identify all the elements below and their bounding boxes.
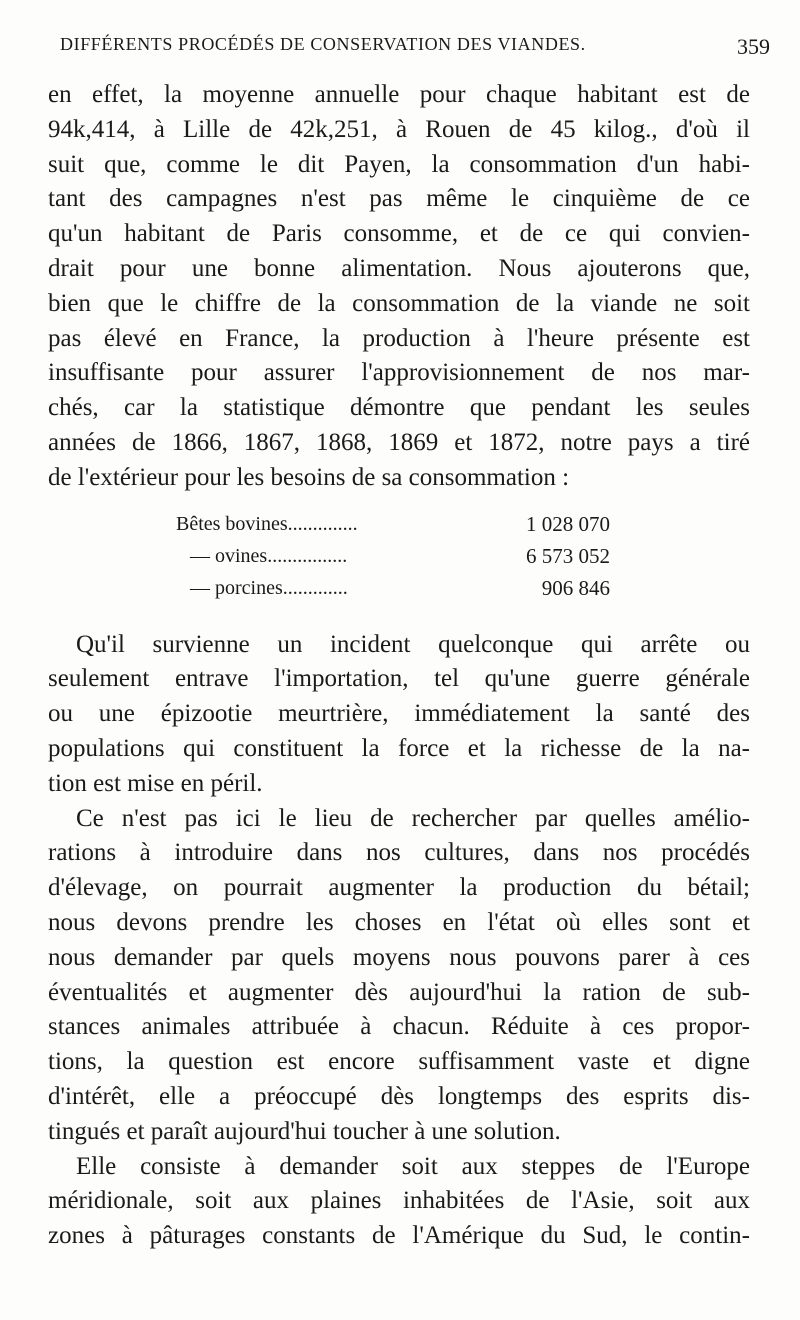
table-label: — porcines............. [190, 576, 348, 599]
text-line: de l'extérieur pour les besoins de sa consommation : [48, 463, 570, 491]
text-line: 94k,414, à Lille de 42k,251, à Rouen de 45 kilog., d'où il [48, 115, 750, 143]
text-line: insuffisante pour assurer l'approvisionnement de nos mar- [48, 359, 750, 387]
paragraph-2 [48, 628, 750, 802]
text-line: tant des campagnes n'est pas même le cinquième de ce [48, 185, 750, 213]
table-value: 6 573 052 [526, 543, 610, 568]
text-line: bien que le chiffre de la consommation de la viande ne soit [48, 289, 750, 317]
running-title: DIFFÉRENTS PROCÉDÉS DE CONSERVATION DES VIANDES. [60, 34, 586, 54]
text-line: zones à pâturages constants de l'Amérique du Sud, le contin- [48, 1222, 750, 1250]
paragraph-1 [48, 78, 750, 496]
text-line: méridionale, soit aux plaines inhabitées de l'Asie, soit aux [48, 1187, 750, 1215]
page-number: 359 [737, 34, 770, 59]
text-line: tions, la question est encore suffisamment vaste et digne [48, 1048, 750, 1076]
table-value: 1 028 070 [526, 511, 610, 536]
paragraph-3 [48, 802, 750, 1150]
text-line: éventualités et augmenter dès aujourd'hui la ration de sub- [48, 978, 750, 1006]
text-line: nous demander par quels moyens nous pouvons parer à ces [48, 943, 750, 971]
text-line: nous devons prendre les choses en l'état où elles sont et [48, 908, 750, 936]
body-text [48, 78, 750, 1254]
text-line: tingués et paraît aujourd'hui toucher à une solution. [48, 1117, 561, 1145]
text-line: pas élevé en France, la production à l'heure présente est [48, 324, 750, 352]
text-line: suit que, comme le dit Payen, la consommation d'un habi- [48, 150, 750, 178]
running-head [60, 34, 770, 59]
text-line: Elle consiste à demander soit aux steppes de l'Europe [76, 1152, 750, 1180]
text-line: populations qui constituent la force et la richesse de la na- [48, 734, 750, 762]
paragraph-4 [48, 1150, 750, 1254]
imports-table [48, 510, 750, 606]
table-value: 906 846 [541, 575, 610, 600]
table-label: — ovines................ [190, 544, 348, 567]
text-line: d'élevage, on pourrait augmenter la production du bétail; [48, 874, 750, 902]
text-line: tion est mise en péril. [48, 769, 263, 797]
text-line: ou une épizootie meurtrière, immédiatement la santé des [48, 700, 750, 728]
text-line: Ce n'est pas ici le lieu de rechercher par quelles amélio- [76, 804, 750, 832]
text-line: Qu'il survienne un incident quelconque qui arrête ou [76, 630, 750, 658]
text-line: années de 1866, 1867, 1868, 1869 et 1872, notre pays a tiré [48, 428, 750, 456]
text-line: qu'un habitant de Paris consomme, et de ce qui convien- [48, 220, 750, 248]
text-line: stances animales attribuée à chacun. Réduite à ces propor- [48, 1013, 750, 1041]
text-line: chés, car la statistique démontre que pendant les seules [48, 394, 750, 422]
text-line: en effet, la moyenne annuelle pour chaque habitant est de [48, 81, 750, 108]
text-line: seulement entrave l'importation, tel qu'une guerre générale [48, 665, 750, 693]
text-line: rations à introduire dans nos cultures, dans nos procédés [48, 839, 750, 867]
text-line: d'intérêt, elle a préoccupé dès longtemps des esprits dis- [48, 1082, 750, 1110]
table-label: Bêtes bovines.............. [176, 512, 358, 535]
text-line: drait pour une bonne alimentation. Nous ajouterons que, [48, 254, 750, 282]
